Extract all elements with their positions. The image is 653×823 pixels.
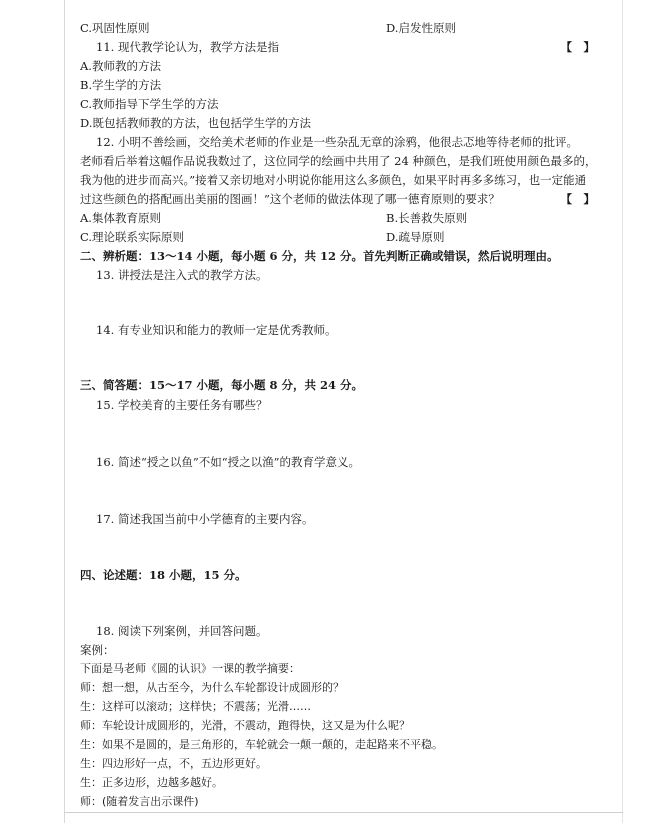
case-line-4: 师：车轮设计成圆形的，光滑，不震动，跑得快，这又是为什么呢？ <box>80 719 410 732</box>
section-3-heading: 三、简答题：15～17 小题，每小题 8 分，共 24 分。 <box>80 378 364 392</box>
q18-stem: 18. 阅读下列案例，并回答问题。 <box>96 624 268 638</box>
page-edge-left <box>64 0 65 823</box>
q12-options-row-1 <box>80 210 591 227</box>
q12-line-1: 12. 小明不善绘画，交给美术老师的作业是一些杂乱无章的涂鸦，他很忐忑地等待老师的批评。 <box>96 135 578 149</box>
q12-line-4: 过这些颜色的搭配画出美丽的图画！”这个老师的做法体现了哪一德育原则的要求？ <box>80 192 500 206</box>
case-line-7: 生：正多边形，边越多越好。 <box>80 776 223 789</box>
q16-stem: 16. 简述“授之以鱼”不如“授之以渔”的教育学意义。 <box>96 455 360 469</box>
q11-answer-bracket: 【 】 <box>560 40 595 54</box>
case-line-3: 生：这样可以滚动；这样快；不震荡；光滑…… <box>80 700 311 713</box>
q12-line-3: 我为他的进步而高兴。”接着又亲切地对小明说你能用这么多颜色，如果平时再多多练习，也一定能通 <box>80 173 587 187</box>
q10-options-row <box>80 20 591 37</box>
q12-option-a: A.集体教育原则 <box>80 211 161 225</box>
case-line-1: 下面是马老师《圆的认识》一课的教学摘要： <box>80 662 300 675</box>
q11-option-c: C.教师指导下学生学的方法 <box>80 97 219 111</box>
page-edge-bottom <box>64 812 623 813</box>
q12-option-c: C.理论联系实际原则 <box>80 230 185 244</box>
q12-answer-bracket: 【 】 <box>560 192 595 206</box>
q15-stem: 15. 学校美育的主要任务有哪些？ <box>96 398 268 412</box>
case-line-6: 生：四边形好一点，不，五边形更好。 <box>80 757 267 770</box>
case-line-5: 生：如果不是圆的，是三角形的，车轮就会一颠一颠的，走起路来不平稳。 <box>80 738 443 751</box>
q11-option-b: B.学生学的方法 <box>80 78 162 92</box>
q11-stem: 11. 现代教学论认为，教学方法是指 <box>96 40 279 54</box>
section-4-heading: 四、论述题：18 小题，15 分。 <box>80 568 247 582</box>
q10-option-d: D.启发性原则 <box>386 21 456 35</box>
case-line-2: 师：想一想，从古至今，为什么车轮都设计成圆形的？ <box>80 681 344 694</box>
q12-option-d: D.疏导原则 <box>386 230 445 244</box>
q12-options-row-2 <box>80 229 591 246</box>
q12-option-b: B.长善救失原则 <box>386 211 468 225</box>
q11-option-a: A.教师教的方法 <box>80 59 161 73</box>
section-2-heading: 二、辨析题：13～14 小题，每小题 6 分，共 12 分。首先判断正确或错误，然后说明理由。 <box>80 249 559 263</box>
q11-option-d: D.既包括教师教的方法，也包括学生学的方法 <box>80 116 311 130</box>
q10-option-c: C.巩固性原则 <box>80 21 150 35</box>
page-edge-right <box>622 0 623 823</box>
q13-stem: 13. 讲授法是注入式的教学方法。 <box>96 268 268 282</box>
case-line-8: 师：(随着发言出示课件) <box>80 795 199 808</box>
q12-line-2: 老师看后举着这幅作品说我数过了，这位同学的绘画中共用了 24 种颜色，是我们班使用颜色最多的， <box>80 154 597 168</box>
q14-stem: 14. 有专业知识和能力的教师一定是优秀教师。 <box>96 323 337 337</box>
case-label: 案例： <box>80 643 115 657</box>
q17-stem: 17. 简述我国当前中小学德育的主要内容。 <box>96 512 314 526</box>
